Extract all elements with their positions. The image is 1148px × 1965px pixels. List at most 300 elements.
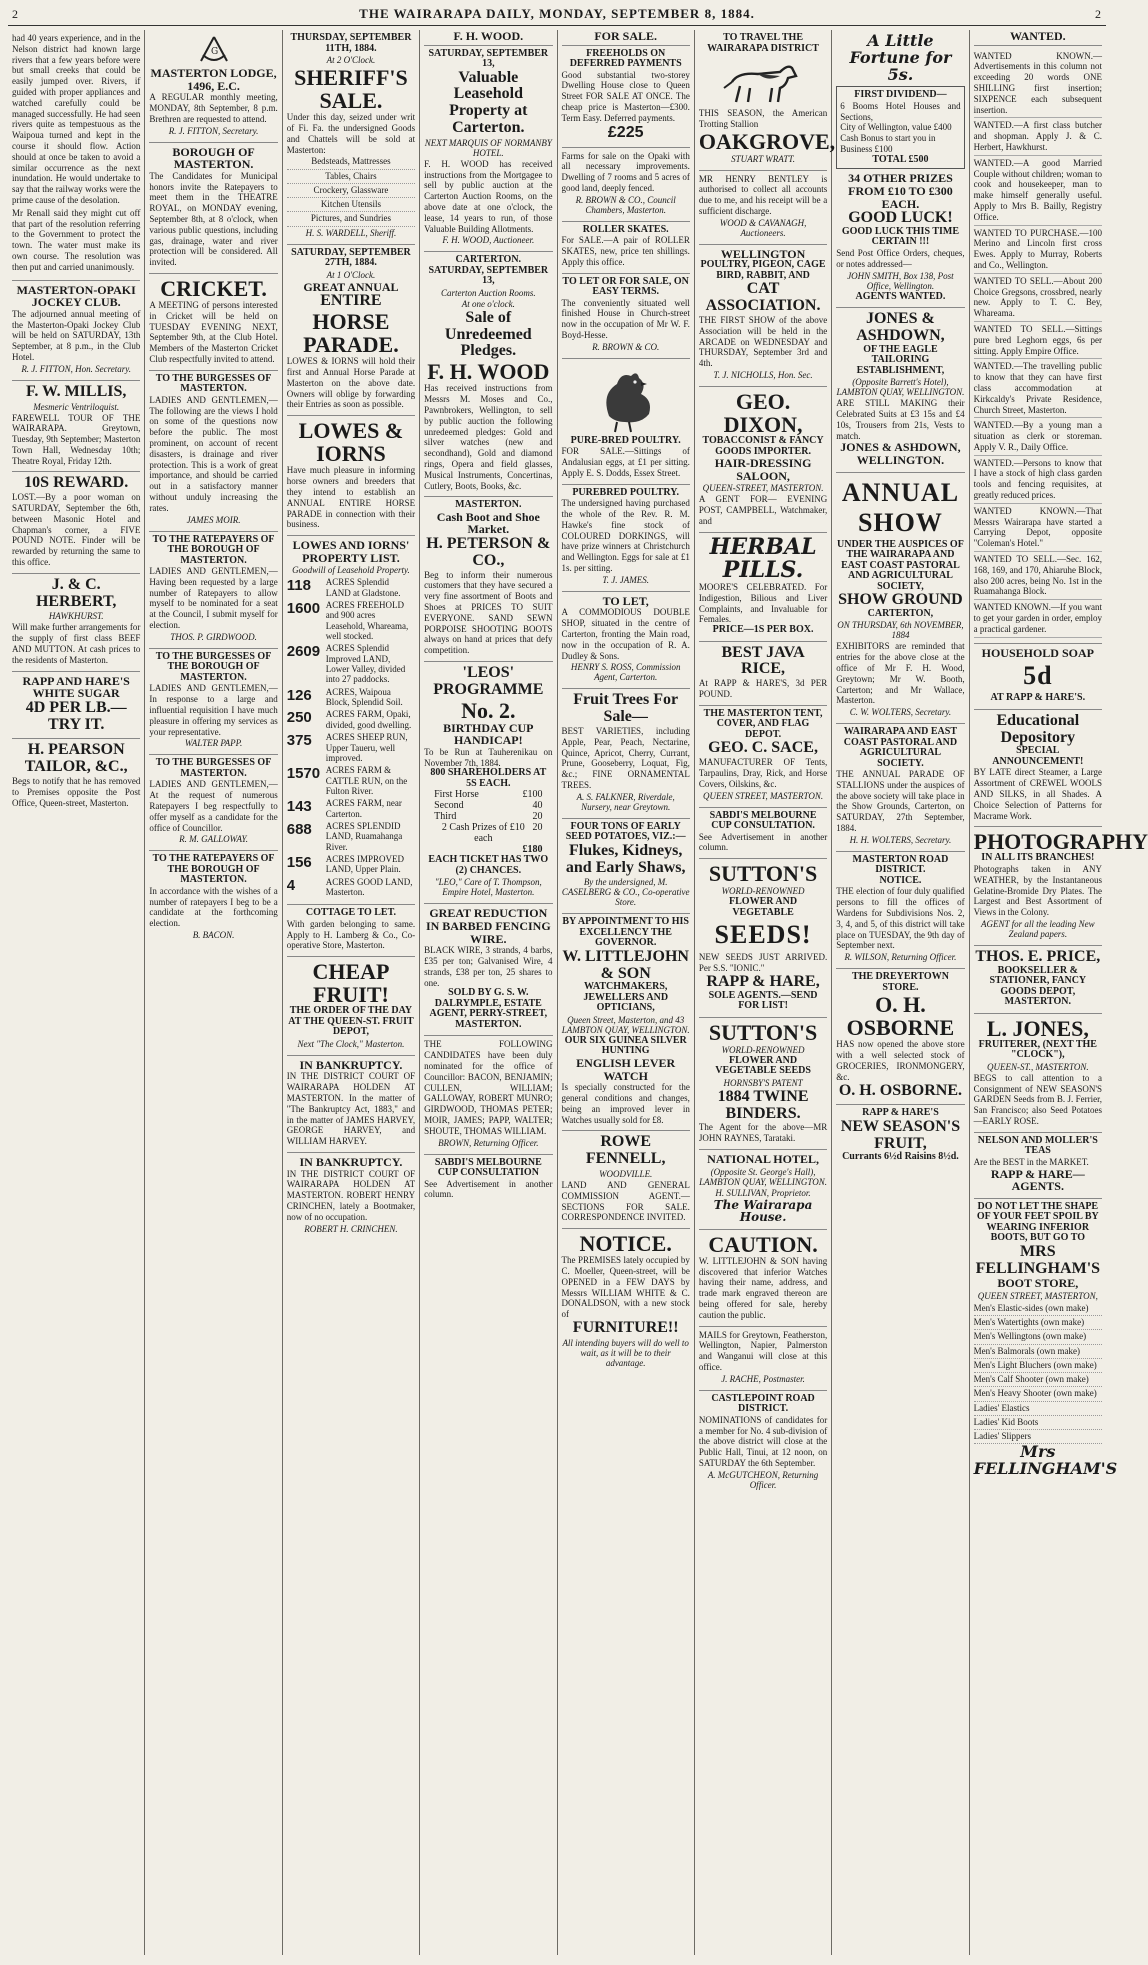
borough-notice bbox=[149, 143, 277, 274]
prize-row bbox=[424, 822, 552, 844]
fruit-trees-ad bbox=[562, 689, 690, 818]
ad-title: SABDI'S MELBOURNE CUP CONSULTATION. bbox=[709, 809, 817, 832]
notice-title: BOROUGH OF MASTERTON. bbox=[172, 144, 255, 172]
lot-description: ACRES SHEEP RUN, Upper Taueru, well improved. bbox=[325, 732, 408, 763]
ad-body: BY LATE direct Steamer, a Large Assortment of CREWEL WOOLS AND SILKS, in all Shades. A Choice Selection of Patterns for Macrame Work. bbox=[973, 767, 1102, 821]
ad-title: NELSON AND MOLLER'S TEAS bbox=[977, 1134, 1098, 1157]
rice-ad bbox=[699, 642, 827, 706]
wanted-item: WANTED KNOWN.—Advertisements in this column not exceeding 20 words ONE SHILLING first insertion; SIXPENCE each subsequent insertion. bbox=[974, 49, 1102, 119]
ad-title: PURE-BRED POULTRY. bbox=[570, 434, 681, 446]
prize-total: £180 bbox=[522, 844, 543, 856]
parade-title-1: GREAT ANNUAL bbox=[303, 279, 399, 294]
ad-trade: HAIR-DRESSING SALOON, bbox=[714, 456, 812, 483]
lot-acreage: 4 bbox=[286, 876, 296, 894]
news-story bbox=[12, 30, 140, 281]
good-luck-2: GOOD LUCK THIS TIME CERTAIN !!! bbox=[841, 225, 960, 248]
reward-notice bbox=[12, 472, 140, 573]
reward-title: 10S REWARD. bbox=[24, 474, 129, 492]
ad-body: ARE STILL MAKING their Celebrated Suits at £3 15s and £4 10s, Trousers from 21s, Vests to match. bbox=[836, 398, 965, 441]
ad-title: J. & C. HERBERT, bbox=[35, 575, 117, 610]
binder-line bbox=[699, 1089, 827, 1123]
sabdi-ad bbox=[424, 1155, 552, 1206]
ad-signature: R. BROWN & CO., Council Chambers, Masterton. bbox=[575, 194, 676, 215]
watchmaker-ad bbox=[562, 914, 690, 1131]
ad-agent: A GENT FOR— EVENING POST, CAMPBELL, Watchmaker, and bbox=[698, 494, 828, 527]
notice-title: IN BANKRUPTCY. bbox=[299, 1155, 403, 1170]
lot-description: ACRES SPLENDID LAND, Ruamahanga River. bbox=[325, 820, 403, 852]
notice-signature: THOS. P. GIRDWOOD. bbox=[170, 631, 257, 642]
notice-body: MR HENRY BENTLEY is authorised to collect all accounts due to me, and his receipt will be a sufficient discharge. bbox=[698, 173, 828, 217]
notice-title: MASTERTON ROAD DISTRICT. bbox=[852, 853, 949, 876]
ad-subtitle: WORLD-RENOWNED bbox=[721, 1044, 805, 1055]
ad-subtitle: Mesmeric Ventriloquist. bbox=[33, 401, 120, 412]
wanted-item: WANTED TO SELL.—Sec. 162, 168, 169, and 170, Ahiaruhe Block, also 200 acres, being No. 1st in the Ruamahanga Block. bbox=[974, 552, 1102, 600]
sale-date: SATURDAY, SEPTEMBER 13, bbox=[428, 264, 549, 287]
property-lot bbox=[287, 600, 415, 641]
notice-signature: R. M. GALLOWAY. bbox=[179, 834, 248, 845]
notice-body: IN THE DISTRICT COURT OF WAIRARAPA HOLDEN AT MASTERTON. ROBERT HENRY CRINCHEN, lately a Bootmaker, now of no occupation. bbox=[286, 1168, 416, 1222]
watch-subtitle: OUR SIX GUINEA SILVER HUNTING bbox=[564, 1034, 687, 1057]
jockey-club-notice bbox=[12, 281, 140, 381]
ad-title: SUTTON'S bbox=[708, 1019, 818, 1045]
show-date: ON THURSDAY, 6th NOVEMBER, 1884 bbox=[837, 620, 964, 641]
column-header: WANTED. bbox=[974, 30, 1102, 46]
ad-title: SABDI'S MELBOURNE CUP CONSULTATION bbox=[434, 1156, 542, 1179]
notice-body: LADIES AND GENTLEMEN,—The following are the views I hold on some of the questions now before the public. The most prominent, on account of recent disasters, is drainage and river protection. This is a work of great importance, and should be carried out in a satisfactory manner without unduly increasing the rates. bbox=[149, 394, 278, 513]
pastoral-notice bbox=[836, 724, 964, 852]
ad-title: JONES & ASHDOWN, bbox=[856, 310, 945, 344]
bankruptcy-notice bbox=[287, 1056, 415, 1153]
notice-signature: WALTER PAPP. bbox=[184, 738, 243, 749]
land-ad bbox=[562, 148, 690, 222]
list-item: Men's Heavy Shooter (own make) bbox=[974, 1387, 1102, 1401]
ad-subtitle: IN ALL ITS BRANCHES! bbox=[981, 852, 1095, 864]
notice-title: CAUTION. bbox=[708, 1231, 818, 1257]
ad-signature: A. S. FALKNER, Riverdale, Nursery, near Greytown. bbox=[576, 791, 675, 812]
page-number-right: 2 bbox=[1094, 7, 1102, 21]
ad-body: Will make further arrangements for the supply of first class BEEF AND MUTTON. At cash prices to the residents of Masterton. bbox=[12, 622, 141, 665]
column-4 bbox=[420, 30, 557, 1955]
ad-firm: H. PETERSON & CO., bbox=[426, 535, 551, 569]
ad-place: MASTERTON. bbox=[455, 499, 522, 511]
notice-title: NOTICE. bbox=[579, 1231, 672, 1257]
tent-depot-ad bbox=[699, 706, 827, 808]
ad-subtitle: SPECIAL ANNOUNCEMENT! bbox=[992, 745, 1084, 767]
notice-signature: A. McGUTCHEON, Returning Officer. bbox=[707, 1469, 819, 1490]
lot-acreage: 143 bbox=[286, 798, 312, 816]
horse-name: OAKGROVE, bbox=[698, 128, 836, 154]
ad-body: Next "The Clock," Masterton. bbox=[297, 1038, 405, 1049]
dividend-line: 6 Booms Hotel Houses and Sections, bbox=[840, 100, 961, 122]
notice-body: The Candidates for Municipal honors invite the Ratepayers to meet them in the THEATRE ROYAL, on MONDAY evening, September 8th, at 8 o'clock, when various public questions, including gas, drainage, water and river protection will be considered. All invited. bbox=[149, 170, 278, 268]
parade-title-3: HORSE PARADE. bbox=[303, 309, 399, 358]
caution-notice bbox=[699, 1230, 827, 1327]
story-paragraph: Mr Renall said they might cut off that part of the resolution referring to the Government to protect the town. The water must make its own course. The resolution was then put and carried unanimously. bbox=[12, 207, 141, 272]
property-lot bbox=[287, 687, 415, 708]
column-header: F. H. WOOD. bbox=[424, 30, 552, 46]
show-title: ANNUAL SHOW bbox=[841, 477, 960, 537]
pledges-sale bbox=[424, 252, 552, 497]
wanted-item: WANTED.—By a young man a situation as clerk or storeman. Apply V. R., Daily Office. bbox=[974, 418, 1102, 455]
dividend-line: Business £100 bbox=[840, 144, 893, 155]
show-body: EXHIBITORS are reminded that entries for the above close at the office of Mr F. H. Wood, Greytown; Mr W. Booth, Carterton; and Mr Wallace, Masterton. bbox=[836, 641, 965, 706]
l-jones-ad bbox=[974, 1014, 1102, 1133]
millis-ad bbox=[12, 381, 140, 473]
ad-body: At RAPP & HARE'S, 3d PER POUND. bbox=[698, 678, 828, 700]
ad-body: Are the BEST in the MARKET. bbox=[973, 1156, 1089, 1167]
fortune-ad bbox=[836, 30, 964, 308]
column-3 bbox=[283, 30, 420, 1955]
notice-title: TO THE BURGESSES OF MASTERTON. bbox=[155, 757, 272, 779]
fruit-ad bbox=[287, 957, 415, 1056]
programme-subtitle: BIRTHDAY CUP HANDICAP! bbox=[443, 720, 534, 748]
sale-time: At 2 O'Clock. bbox=[326, 55, 376, 65]
ad-body: Photographs taken in ANY WEATHER, by the Instantaneous Gelatine-Bromide Dry Plates. The Largest and Best Assortment of Views in the Colony. bbox=[973, 863, 1102, 918]
notice-body: THE election of four duly qualified persons to fill the offices of Wardens for Subdivisions Nos. 2, 3, 4, and 5, of this district will take place on TUESDAY, the 9th day of September next. bbox=[836, 886, 965, 951]
firm-name: W. LITTLEJOHN & SON bbox=[562, 947, 689, 982]
column-1 bbox=[8, 30, 145, 1955]
ad-body: The undersigned having purchased the whole of the Rev. R. M. Hawke's fine stock of COLOURED DORKINGS, will have prize winners at Christchurch and Wellington. Eggs for sale at £1 1s. per sitting. bbox=[561, 498, 690, 574]
prize-amount: 20 bbox=[532, 811, 543, 823]
dividend-line: City of Wellington, value £400 bbox=[840, 122, 952, 133]
programme-number: No. 2. bbox=[461, 697, 516, 723]
list-item: Men's Calf Shooter (own make) bbox=[974, 1373, 1102, 1387]
dividend-box bbox=[836, 86, 964, 169]
prize-amount: 40 bbox=[532, 800, 543, 812]
notice-body: THE FOLLOWING CANDIDATES have been duly nominated for the office of Councillor: BACON, BENJAMIN; CULLEN, WILLIAM; GALLOWAY, ROBERT MUNRO; GIRDWOOD, THOMAS PETER; MOIR, JAMES; PAPP, WALTER; SHOUTE, THOMAS WILLIAM. bbox=[424, 1039, 553, 1136]
binder-agent: The Agent for the above—MR JOHN RAYNES, Tarataki. bbox=[698, 1122, 828, 1144]
notice-signature: BROWN, Returning Officer. bbox=[438, 1137, 539, 1148]
prize-label: 2 Cash Prizes of £10 each bbox=[441, 822, 525, 845]
notice-body: LADIES AND GENTLEMEN,—In response to a large and influential requisition I have much pleasure in offering my services as your representative. bbox=[149, 683, 278, 737]
ad-title: THOS. E. PRICE, bbox=[975, 947, 1101, 965]
jones-ashdown-ad bbox=[836, 308, 964, 472]
castlepoint-notice bbox=[699, 1391, 827, 1496]
ad-address: QUEEN-STREET, MASTERTON. bbox=[702, 483, 824, 494]
property-lot bbox=[287, 765, 415, 796]
ad-footer: SOLE AGENTS.—SEND FOR LIST! bbox=[708, 989, 818, 1012]
wanted-item: WANTED.—The travelling public to know that they can have first class accommodation at Kirkcaldy's Private Residence, Church Street, Masterton. bbox=[974, 359, 1102, 418]
lot-description: ACRES FARM & CATTLE RUN, on the Fulton River. bbox=[325, 765, 408, 796]
ad-signature: JONES & ASHDOWN, WELLINGTON. bbox=[840, 440, 961, 467]
masthead bbox=[8, 6, 1106, 26]
masonic-emblem-icon bbox=[197, 35, 231, 65]
notice-body: LADIES AND GENTLEMEN,—Having been requested by a large number of Ratepayers to allow myself to be nominated for a seat at the Council, I submit myself for election. bbox=[149, 566, 278, 631]
list-item: Bedsteads, Mattresses bbox=[287, 155, 415, 169]
notice-subtitle: NOTICE. bbox=[879, 874, 922, 886]
ad-address: QUEEN STREET, MASTERTON, bbox=[977, 1290, 1098, 1301]
ad-body: BEST VARIETIES, including Apple, Pear, Peach, Nectarine, Quince, Apricot, Cherry, Currant, Prune, Gooseberry, Loquat, Fig, &c.; FINE ORNAMENTAL TREES. bbox=[561, 725, 690, 790]
parade-body: LOWES & IORNS will hold their first and Annual Horse Parade at Masterton on the above date. Owners will oblige by forwarding their Entries as soon as possible. bbox=[286, 356, 416, 410]
ad-body: A COMMODIOUS DOUBLE SHOP, situated in the centre of Carterton, fronting the Main road, now in the occupation of R. A. Dudley & Sons. bbox=[561, 607, 690, 661]
ad-title: ROLLER SKATES. bbox=[582, 223, 669, 235]
ad-body: With garden belonging to same. Apply to H. Lamberg & Co., Co-operative Store, Masterton. bbox=[286, 918, 416, 951]
ad-title: Fruit Trees For Sale— bbox=[573, 691, 679, 726]
sale-title: Sale of Unredeemed Pledges. bbox=[444, 308, 532, 360]
wanted-item: WANTED KNOWN.—That Messrs Wairarapa have started a Carrying Depot, opposite "Coleman's Hotel." bbox=[974, 504, 1102, 552]
notice-title: TO THE BURGESSES OF MASTERTON. bbox=[155, 372, 272, 395]
notice-signature: ROBERT H. CRINCHEN. bbox=[304, 1223, 398, 1234]
notice-big: FURNITURE!! bbox=[572, 1318, 679, 1336]
road-district-notice bbox=[836, 852, 964, 969]
ad-body: THIS SEASON, the American Trotting Stallion bbox=[698, 108, 828, 129]
ad-title: TO LET OR FOR SALE, ON EASY TERMS. bbox=[562, 275, 689, 298]
annual-show-ad bbox=[836, 473, 964, 725]
ad-title: GREAT REDUCTION IN BARBED FENCING WIRE. bbox=[425, 906, 551, 946]
stallion-ad bbox=[698, 30, 836, 171]
ad-title: H. PEARSON TAILOR, &C., bbox=[24, 741, 128, 776]
programme-title: 'LEOS' PROGRAMME bbox=[433, 663, 544, 698]
ad-signature: SOLD BY G. S. W. DALRYMPLE, ESTATE AGENT, PERRY-STREET, MASTERTON. bbox=[429, 987, 548, 1030]
pearson-ad bbox=[12, 739, 140, 813]
ad-body: NEW SEEDS JUST ARRIVED. Per S.S. "IONIC." bbox=[698, 952, 828, 974]
skates-ad bbox=[562, 222, 690, 274]
list-item: Ladies' Kid Boots bbox=[974, 1416, 1102, 1430]
cottage-ad bbox=[287, 905, 415, 957]
property-lots bbox=[287, 577, 415, 897]
ad-address: QUEEN STREET, MASTERTON. bbox=[702, 790, 824, 801]
ratepayers-address-2 bbox=[149, 851, 277, 946]
lot-acreage: 118 bbox=[286, 577, 311, 595]
soap-ad bbox=[974, 644, 1102, 710]
sale-signature: F. H. WOOD, Auctioneer. bbox=[442, 235, 535, 246]
parade-time: At 1 O'Clock. bbox=[326, 269, 376, 280]
ad-body: THE FIRST SHOW of the above Association will be held in the ARCADE on WEDNESDAY and THURSDAY, September 3rd and 4th. bbox=[698, 315, 828, 369]
ad-title: CHEAP FRUIT! bbox=[312, 959, 390, 1008]
educational-ad bbox=[974, 710, 1102, 828]
ad-lead: DO NOT LET THE SHAPE OF YOUR FEET SPOIL BY WEARING INFERIOR BOOTS, BUT GO TO bbox=[976, 1200, 1099, 1244]
list-item: Pictures, and Sundries bbox=[287, 212, 415, 226]
ad-title: F. W. MILLIS, bbox=[26, 382, 127, 400]
purebred-poultry-ad bbox=[562, 485, 690, 592]
ad-big: SEEDS! bbox=[714, 920, 812, 950]
lot-acreage: 250 bbox=[286, 709, 312, 727]
ad-body: MOORE'S CELEBRATED. For Indigestion, Bilious and Liver Complaints, and Invaluable for Females. bbox=[698, 582, 828, 625]
ad-body: FAREWELL TOUR OF THE WAIRARAPA. Greytown, Tuesday, 9th September; Masterton Town Hall, Wednesday 10th; Theatre Royal, Friday 12th. bbox=[12, 412, 141, 466]
list-item: Crockery, Glassware bbox=[287, 184, 415, 198]
lot-description: ACRES FREEHOLD and 900 acres Leasehold, Whareama, well stocked. bbox=[325, 600, 409, 642]
programme-footer: EACH TICKET HAS TWO (2) CHANCES. bbox=[428, 854, 549, 876]
prize-row bbox=[424, 811, 552, 822]
ad-price: £225 bbox=[607, 123, 644, 141]
boot-market-ad bbox=[424, 497, 552, 662]
ad-subtitle: WOODVILLE. bbox=[599, 1168, 653, 1179]
ratepayers-address bbox=[149, 532, 277, 649]
ad-subtitle: OF THE EAGLE TAILORING ESTABLISHMENT, bbox=[856, 343, 945, 376]
prize-label: Third bbox=[434, 811, 457, 823]
ad-title: PUREBRED POULTRY. bbox=[572, 486, 680, 498]
ad-body: MANUFACTURER OF Tents, Tarpaulins, Dray, Rick, and Horse Covers, Oilskins, &c. bbox=[698, 757, 828, 789]
prize-label: First Horse bbox=[434, 789, 479, 801]
lot-description: ACRES FARM, near Carterton. bbox=[325, 798, 402, 819]
ad-body: BLACK WIRE, 3 strands, 4 barbs, £35 per ton; Galvanised Wire, 4 strands, £38 per ton, 25 shares to one. bbox=[424, 945, 553, 988]
ad-subtitle: Currants 6½d Raisins 8½d. bbox=[842, 1151, 959, 1163]
notice-signature: JAMES MOIR. bbox=[186, 514, 241, 525]
bentley-notice bbox=[699, 171, 827, 245]
notice-body: NOMINATIONS of candidates for a member for No. 4 sub-division of the above district will close at the Public Hall, Tinui, at 12 noon, on SATURDAY the 6th September. bbox=[698, 1414, 828, 1468]
ad-body: LAND AND GENERAL COMMISSION AGENT.—SECTIONS FOR SALE. CORRESPONDENCE INVITED. bbox=[561, 1179, 690, 1223]
wanted-item: WANTED TO PURCHASE.—100 Merino and Lincoln first cross Ewes. Apply to Murray, Roberts and Co., Wellington. bbox=[974, 226, 1102, 274]
sutton-seeds-ad bbox=[699, 859, 827, 1017]
dividend-line: Cash Bonus to start you in bbox=[840, 133, 936, 144]
prize-amount: 20 bbox=[532, 822, 543, 834]
notice-title: WAIRARAPA AND EAST COAST PASTORAL AND AGRICULTURAL SOCIETY. bbox=[843, 726, 958, 769]
sale-title: Valuable Leasehold Property at Carterton. bbox=[449, 68, 528, 136]
wanted-ads bbox=[974, 46, 1102, 644]
wanted-item: WANTED.—A first class butcher and shopman. Apply J. & C. Herbert, Hawkhurst. bbox=[974, 118, 1102, 155]
wire-ad bbox=[424, 904, 552, 1036]
notice-signature: J. RACHE, Postmaster. bbox=[721, 1373, 805, 1384]
column-6 bbox=[695, 30, 836, 1955]
ad-title: ROWE FENNELL, bbox=[585, 1133, 666, 1168]
notice-body: A REGULAR monthly meeting, MONDAY, 8th September, 8 p.m. Brethren are requested to attend. bbox=[149, 92, 278, 124]
ad-signature: T. J. JAMES. bbox=[602, 574, 649, 585]
ad-subtitle: BOOT STORE, bbox=[997, 1276, 1079, 1291]
property-lot bbox=[287, 877, 415, 898]
ad-signature: By the undersigned, M. CASELBERG & CO., Co-operative Store. bbox=[561, 877, 690, 908]
notice-body: A MEETING of persons interested in Cricket will be held on TUESDAY EVENING NEXT, September 9th, at the Club Hotel. Members of the Masterton Cricket Club respectfully invited to attend. bbox=[149, 300, 278, 365]
lot-acreage: 156 bbox=[286, 853, 312, 871]
bankruptcy-notice-2 bbox=[287, 1153, 415, 1240]
parade-title-2: ENTIRE bbox=[320, 292, 382, 310]
notice-signature: WOOD & CAVANAGH, Auctioneers. bbox=[719, 217, 807, 238]
boot-items bbox=[974, 1302, 1102, 1445]
firm-address: Queen Street, Masterton, and 43 LAMBTON QUAY, WELLINGTON. bbox=[561, 1014, 690, 1035]
notice-signature: R. WILSON, Returning Officer. bbox=[844, 952, 957, 963]
dividend-line: TOTAL £500 bbox=[872, 153, 929, 165]
wanted-item: WANTED.—Persons to know that I have a stock of high class garden tools and fencing requisites, at greatly reduced prices. bbox=[974, 456, 1102, 504]
auctioneer-name: F. H. WOOD bbox=[427, 359, 550, 385]
ad-title: A Little Fortune for 5s. bbox=[849, 31, 952, 84]
osborne-ad bbox=[836, 969, 964, 1105]
ad-subtitle: WORLD-RENOWNED bbox=[721, 886, 805, 897]
property-lot bbox=[287, 577, 415, 598]
programme-shares: 800 SHAREHOLDERS AT 5S EACH. bbox=[430, 767, 547, 789]
sutton-seeds-ad-2 bbox=[699, 1018, 827, 1150]
lot-description: ACRES, Waipoua Block, Splendid Soil. bbox=[325, 686, 403, 708]
freehold-ad bbox=[562, 46, 690, 148]
ad-firm: RAPP & HARE, bbox=[706, 972, 820, 990]
ad-title: RAPP AND HARE'S WHITE SUGAR bbox=[22, 673, 130, 701]
sale-date: SATURDAY, SEPTEMBER 13, bbox=[428, 47, 549, 70]
notice-body: In accordance with the wishes of a number of ratepayers I beg to be a candidate at the forthcoming election. bbox=[149, 885, 278, 929]
masthead-title: THE WAIRARAPA DAILY, MONDAY, SEPTEMBER 8, 1884. bbox=[359, 6, 755, 21]
photography-ad bbox=[973, 827, 1148, 946]
lot-description: ACRES GOOD LAND, Masterton. bbox=[325, 876, 413, 897]
ad-body: Good substantial two-storey Dwelling House close to Queen Street FOR SALE AT ONCE. The cheap price is Masterton—£300. Term Easy. Deferred payments. bbox=[561, 69, 690, 123]
list-item: Men's Light Bluchers (own make) bbox=[974, 1359, 1102, 1373]
potatoes-ad bbox=[562, 819, 690, 915]
teas-ad bbox=[974, 1133, 1102, 1199]
sale-title: SHERIFF'S SALE. bbox=[294, 65, 408, 114]
parade-date: SATURDAY, SEPTEMBER 27TH, 1884. bbox=[291, 246, 411, 269]
sale-body: Has received instructions from Messrs M. Moses and Co., Pawnbrokers, Wellington, to sell by public auction the following unredeemed pledges: Gold and silver watches (new and secondhand), Gold and diamond rings, Opera and field glasses, Musical Instruments, Concertinas, Cutlery, Boots, Books, &c. bbox=[424, 383, 553, 491]
store-signature: O. H. OSBORNE. bbox=[838, 1081, 962, 1099]
sabdi-consultation bbox=[699, 808, 827, 860]
ad-firm: GEO. C. SACE, bbox=[708, 739, 818, 757]
hotel-ad bbox=[699, 1150, 827, 1230]
ad-subtitle: FRUITERER, (NEXT THE "CLOCK"), bbox=[978, 1038, 1097, 1061]
notice-footer: All intending buyers will do well to wait, as it will be to their advantage. bbox=[562, 1337, 689, 1368]
ad-title: THE MASTERTON TENT, COVER, AND FLAG DEPOT. bbox=[703, 707, 823, 740]
notice-title: MASTERTON-OPAKI JOCKEY CLUB. bbox=[16, 282, 136, 310]
poultry-association-ad bbox=[699, 245, 827, 387]
notice-body: MAILS for Greytown, Featherston, Wellington, Napier, Palmerston and Wanganui will close at this office. bbox=[698, 1329, 828, 1372]
furniture-notice bbox=[562, 1229, 690, 1374]
sale-subtitle: Carterton Auction Rooms. bbox=[441, 287, 536, 298]
herbert-ad bbox=[12, 574, 140, 672]
agents-wanted: AGENTS WANTED. bbox=[855, 290, 946, 302]
lot-description: ACRES Splendid LAND at Gladstone. bbox=[325, 577, 401, 598]
dividend-line: FIRST DIVIDEND— bbox=[854, 89, 947, 101]
ad-body: Farms for sale on the Opaki with all necessary improvements. Dwelling of 7 rooms and 5 acres of good land, deeply fenced. bbox=[561, 150, 690, 193]
notice-body: W. LITTLEJOHN & SON having discovered that inferior Watches having their name, address, and trade mark engraved thereon are being offered for sale, hereby caution the public. bbox=[698, 1255, 828, 1320]
lot-description: ACRES Splendid Improved LAND, Lower Valley, divided into 27 paddocks. bbox=[325, 643, 406, 685]
ad-body: Beg to inform their numerous customers that they have secured a very fine assortment of Boots and Shoes at PRICES TO SUIT EVERYONE. SAND SEWN PORPOISE SHOOTING BOOTS always on hand at prices that defy competition. bbox=[424, 569, 553, 656]
sale-date: THURSDAY, SEPTEMBER 11TH, 1884. bbox=[290, 32, 412, 54]
ad-subtitle: (Opposite St. George's Hall), LAMBTON QUAY, WELLINGTON. bbox=[699, 1166, 827, 1187]
leos-programme bbox=[424, 662, 552, 904]
fellingham-boot-ad bbox=[973, 1199, 1118, 1483]
list-item: Ladies' Elastics bbox=[974, 1402, 1102, 1416]
lodge-notice bbox=[149, 30, 277, 143]
ad-signature: H. SULLIVAN, Proprietor. bbox=[715, 1187, 811, 1198]
ad-footer: Mrs FELLINGHAM'S bbox=[973, 1442, 1118, 1479]
ad-body: FOR SALE.—Sittings of Andalusian eggs, at £1 per sitting. Apply E. S. Dodds, Essex Street. bbox=[561, 446, 690, 478]
ad-agent: AGENT for all the leading New Zealand papers. bbox=[981, 918, 1095, 939]
list-item: Tables, Chairs bbox=[287, 170, 415, 184]
ad-title: Educational Depository bbox=[996, 711, 1080, 746]
poultry-ad bbox=[562, 359, 690, 485]
notice-body: The adjourned annual meeting of the Masterton-Opaki Jockey Club will be held on SATURDAY, 13th September, at 8 p.m., in the Club Hotel. bbox=[12, 308, 141, 362]
notice-title: IN BANKRUPTCY. bbox=[299, 1057, 403, 1072]
horse-parade-ad bbox=[287, 245, 415, 417]
property-lot bbox=[287, 798, 415, 819]
show-subtitle: UNDER THE AUSPICES OF THE WAIRARAPA AND EAST COAST PASTORAL AND AGRICULTURAL SOCIETY, bbox=[837, 538, 964, 592]
ad-signature: JOHN SMITH, Box 138, Post Office, Wellington. bbox=[847, 270, 954, 291]
ad-title: L. JONES, bbox=[986, 1015, 1089, 1041]
ad-title: NEW SEASON'S FRUIT, bbox=[840, 1117, 961, 1152]
story-paragraph: had 40 years experience, and in the Nelson district had known large rivers that a few years before were but small creeks that could be easily jumped over. Rivers, if guided with proper appliances and watched carefully could be managed successfully. He had seen rivers quite as tempestuous as the Waipoua turned and kept in the course it should flow. Action should at once be taken to avoid a similar occurrence as the next inundation. He would undertake to say that the railway works were the prime cause of the desolation. bbox=[12, 33, 141, 205]
show-town: CARTERTON, bbox=[867, 607, 934, 619]
firm-trade: WATCHMAKERS, JEWELLERS AND OPTICIANS, bbox=[583, 981, 669, 1014]
burgesses-address-3 bbox=[149, 755, 277, 851]
ad-body: Begs to notify that he has removed to Premises opposite the Post Office, Queen-street, Masterton. bbox=[12, 776, 141, 808]
list-subtitle: Goodwill of Leasehold Property. bbox=[292, 565, 410, 576]
notice-signature: B. BACON. bbox=[192, 930, 235, 941]
ad-title: FOUR TONS OF EARLY SEED POTATOES, VIZ.:— bbox=[565, 820, 686, 843]
sugar-ad bbox=[12, 672, 140, 740]
sale-body: Under this day, seized under writ of Fi. Fa. the undersigned Goods and Chattels will be sold at Masterton: bbox=[286, 112, 416, 155]
cricket-notice bbox=[149, 274, 277, 371]
property-lot bbox=[287, 821, 415, 852]
lot-description: ACRES IMPROVED LAND, Upper Plain. bbox=[325, 853, 405, 875]
wanted-item: WANTED TO SELL.—About 200 Choice Gregsons, crossbred, nearly new. Apply to T. C. Bey, Whareama. bbox=[974, 274, 1102, 322]
ad-signature: R. BROWN & CO. bbox=[592, 341, 660, 352]
show-place: SHOW GROUND bbox=[838, 591, 963, 609]
store-body: HAS now opened the above store with a well selected stock of GROCERIES, IRONMONGERY, &c. bbox=[836, 1039, 965, 1082]
ad-title: BEST JAVA RICE, bbox=[721, 643, 805, 678]
ad-title: TO TRAVEL THE WAIRARAPA DISTRICT bbox=[707, 32, 819, 54]
programme-body: To be Run at Tauherenikau on November 7th, 1884. bbox=[424, 746, 553, 768]
sale-time: At one o'clock. bbox=[461, 298, 515, 309]
notice-title: TO THE RATEPAYERS OF THE BOROUGH OF MASTERTON. bbox=[152, 853, 275, 886]
prize-row bbox=[424, 800, 552, 811]
notice-signature: R. J. FITTON, Hon. Secretary. bbox=[21, 363, 132, 374]
column-5 bbox=[558, 30, 695, 1955]
notice-title: MASTERTON LODGE, 1496, E.C. bbox=[150, 66, 277, 93]
lot-acreage: 375 bbox=[286, 732, 312, 750]
